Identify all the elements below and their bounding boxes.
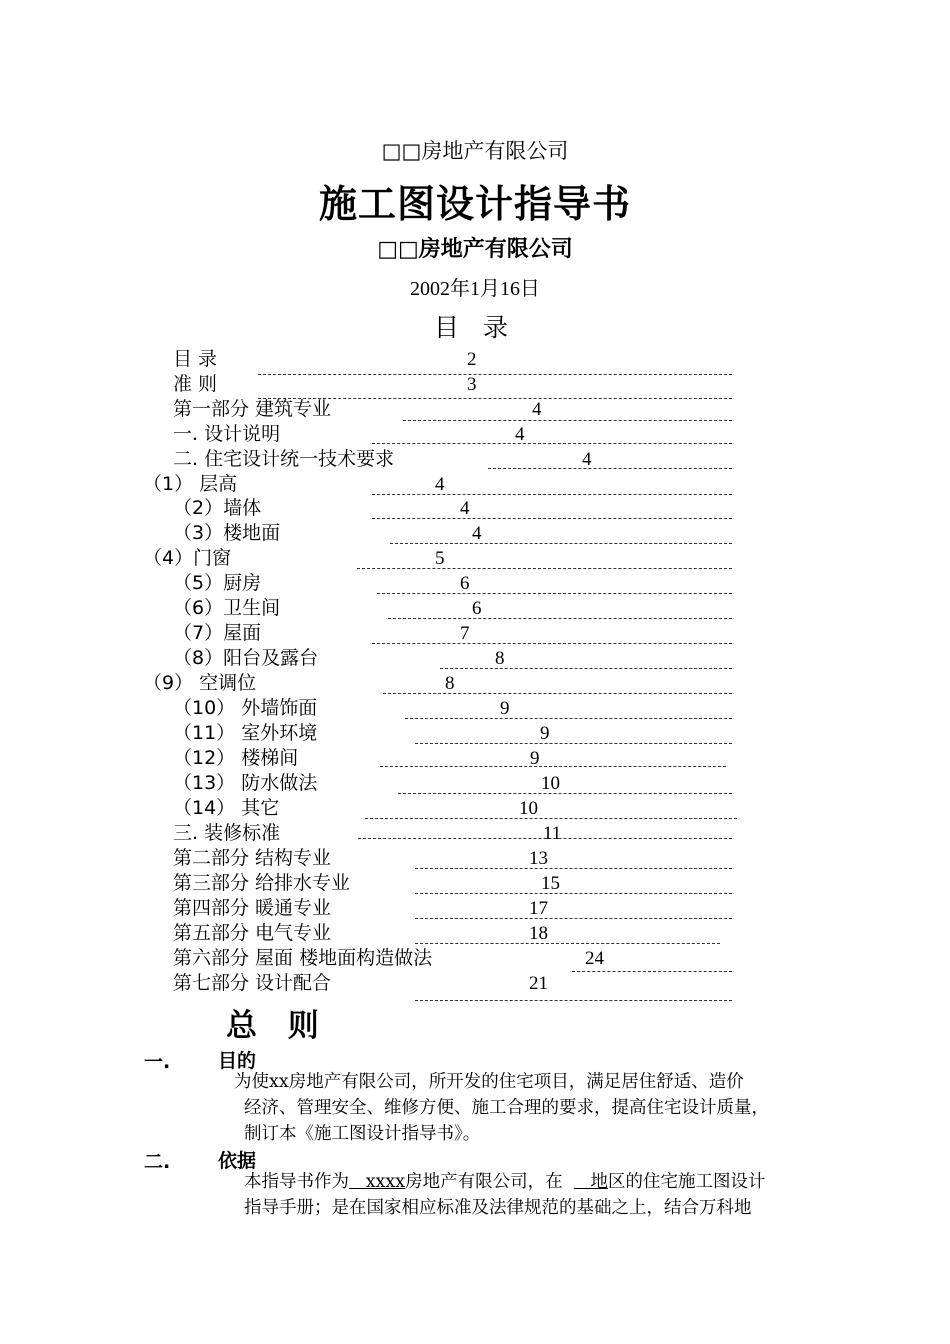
toc-entry-page: 4: [532, 399, 542, 420]
toc-entry-page: 4: [515, 424, 525, 445]
paragraph-line: 制订本《施工图设计指导书》。: [244, 1124, 481, 1144]
toc-entry-page: 9: [500, 698, 510, 719]
toc-leader-line: [365, 818, 737, 819]
toc-entry-label: 二. 住宅设计统一技术要求: [173, 448, 395, 470]
toc-leader-line: [572, 971, 732, 972]
toc-leader-line: [377, 593, 732, 594]
toc-entry-label: （2）墙体: [173, 497, 262, 519]
toc-entry-page: 6: [472, 598, 482, 619]
toc-leader-line: [415, 893, 732, 894]
company-name-subtitle: □□房地产有限公司: [377, 237, 573, 262]
toc-entry-page: 4: [460, 498, 470, 519]
toc-leader-line: [388, 618, 732, 619]
paragraph-line: 为使xx房地产有限公司，所开发的住宅项目，满足居住舒适、造价: [234, 1072, 744, 1092]
toc-entry-label: （12） 楼梯间: [173, 747, 299, 769]
toc-leader-line: [372, 518, 732, 519]
section-number: 一.: [144, 1051, 171, 1073]
toc-leader-line: [405, 718, 732, 719]
text-run: 房地产有限公司，在: [405, 1172, 574, 1192]
toc-entry-page: 9: [540, 723, 550, 744]
toc-entry-page: 7: [460, 623, 470, 644]
toc-leader-line: [403, 420, 732, 421]
toc-entry-label: （10） 外墙饰面: [173, 697, 318, 719]
toc-entry-label: （6）卫生间: [173, 597, 281, 619]
toc-leader-line: [358, 838, 732, 839]
toc-entry-label: 一. 设计说明: [173, 423, 281, 445]
toc-entry-label: 第二部分 结构专业: [173, 847, 332, 869]
toc-entry-page: 18: [529, 923, 548, 944]
text-run: 本指导书作为: [244, 1172, 349, 1192]
section-title: 依据: [218, 1150, 257, 1172]
toc-entry-page: 24: [585, 948, 604, 969]
underlined-blank: 地: [573, 1172, 608, 1192]
toc-entry-label: （14） 其它: [173, 797, 280, 819]
underlined-blank: xxxx: [349, 1172, 406, 1192]
toc-leader-line: [415, 943, 720, 944]
toc-entry-page: 13: [529, 848, 548, 869]
toc-entry-label: （7）屋面: [173, 622, 262, 644]
toc-leader-line: [380, 766, 726, 767]
paragraph-line: 经济、管理安全、维修方便、施工合理的要求，提高住宅设计质量，: [244, 1098, 769, 1118]
toc-entry-label: 目 录: [173, 348, 218, 370]
toc-entry-page: 9: [530, 748, 540, 769]
toc-entry-page: 15: [541, 873, 560, 894]
general-principles-heading: 总 则: [226, 1008, 329, 1044]
toc-entry-label: （11） 室外环境: [173, 722, 318, 744]
toc-entry-page: 4: [582, 449, 592, 470]
toc-entry-page: 8: [495, 648, 505, 669]
toc-entry-label: （1） 层高: [143, 473, 238, 495]
toc-leader-line: [415, 918, 732, 919]
toc-leader-line: [398, 793, 732, 794]
toc-entry-page: 2: [467, 349, 477, 370]
toc-leader-line: [415, 868, 732, 869]
toc-leader-line: [415, 743, 732, 744]
paragraph-line: 指导手册；是在国家相应标准及法律规范的基础之上，结合万科地: [244, 1198, 752, 1218]
toc-entry-page: 5: [435, 548, 445, 569]
toc-entry-label: 准 则: [173, 373, 218, 395]
section-number: 二.: [144, 1151, 171, 1173]
toc-entry-label: 第五部分 电气专业: [173, 922, 332, 944]
toc-entry-page: 4: [472, 523, 482, 544]
toc-leader-line: [258, 374, 732, 375]
toc-entry-label: 第七部分 设计配合: [173, 972, 332, 994]
toc-leader-line: [372, 494, 732, 495]
toc-leader-line: [383, 693, 732, 694]
toc-entry-label: 第三部分 给排水专业: [173, 872, 351, 894]
toc-heading: 目 录: [434, 313, 516, 342]
toc-entry-label: （5）厨房: [173, 572, 262, 594]
toc-entry-label: （8）阳台及露台: [173, 647, 319, 669]
toc-leader-line: [390, 543, 732, 544]
toc-entry-label: 第六部分 屋面 楼地面构造做法: [173, 947, 433, 969]
text-run: 区的住宅施工图设计: [608, 1172, 766, 1192]
paragraph-line: [244, 1170, 766, 1194]
toc-leader-line: [372, 643, 732, 644]
document-date: 2002年1月16日: [410, 278, 540, 300]
toc-entry-label: （4）门窗: [143, 547, 232, 569]
toc-entry-label: （3）楼地面: [173, 522, 281, 544]
toc-entry-page: 11: [543, 823, 562, 844]
toc-leader-line: [440, 668, 732, 669]
company-name-top: □□房地产有限公司: [381, 139, 569, 163]
toc-entry-page: 21: [529, 973, 548, 994]
toc-entry-page: 4: [435, 474, 445, 495]
toc-entry-page: 3: [467, 374, 477, 395]
toc-entry-page: 10: [541, 773, 560, 794]
section-title: 目的: [218, 1050, 257, 1072]
toc-leader-line: [372, 443, 732, 444]
toc-leader-line: [415, 1000, 732, 1001]
toc-entry-label: 三. 装修标准: [173, 822, 281, 844]
toc-entry-label: （9） 空调位: [143, 672, 257, 694]
toc-entry-page: 17: [529, 898, 548, 919]
toc-entry-page: 8: [445, 673, 455, 694]
toc-entry-page: 10: [519, 798, 538, 819]
toc-entry-page: 6: [460, 573, 470, 594]
toc-entry-label: 第一部分 建筑专业: [173, 398, 332, 420]
toc-entry-label: （13） 防水做法: [173, 772, 318, 794]
toc-leader-line: [357, 568, 732, 569]
document-title: 施工图设计指导书: [318, 182, 631, 226]
toc-entry-label: 第四部分 暖通专业: [173, 897, 332, 919]
toc-leader-line: [488, 468, 732, 469]
